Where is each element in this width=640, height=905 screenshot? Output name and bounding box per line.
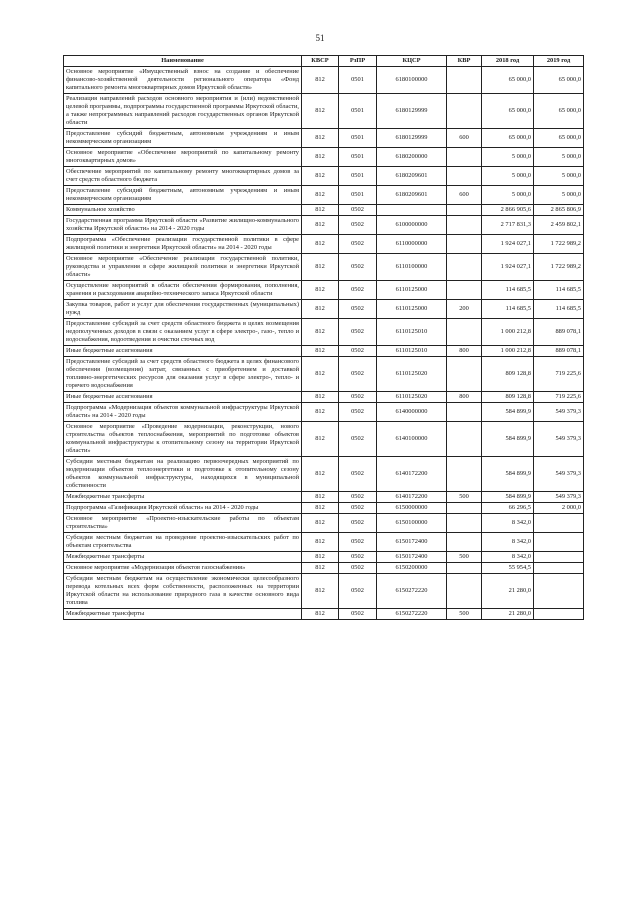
- row-kvr: [447, 457, 482, 492]
- table-row: [64, 514, 584, 533]
- row-amount-2018: 8 342,0: [482, 514, 534, 533]
- row-name: Осуществление мероприятий в области обеспечения формирования, пополнения, хранения и расходования аварийно-технического запаса Иркутской области: [64, 281, 302, 300]
- table-row: [64, 167, 584, 186]
- row-amount-2019: 5 000,0: [534, 148, 584, 167]
- row-kvr: [447, 254, 482, 281]
- row-rzpr: 0502: [339, 422, 377, 457]
- row-amount-2018: 114 685,5: [482, 281, 534, 300]
- row-kcsr: 6140100000: [377, 422, 447, 457]
- row-kcsr: 6110125000: [377, 281, 447, 300]
- row-rzpr: 0502: [339, 609, 377, 620]
- row-rzpr: 0501: [339, 186, 377, 205]
- row-kvr: 800: [447, 392, 482, 403]
- table-row: [64, 129, 584, 148]
- row-rzpr: 0502: [339, 503, 377, 514]
- row-name: Межбюджетные трансферты: [64, 609, 302, 620]
- table-row: [64, 254, 584, 281]
- row-rzpr: 0502: [339, 492, 377, 503]
- row-rzpr: 0502: [339, 563, 377, 574]
- row-kcsr: 6150200000: [377, 563, 447, 574]
- row-amount-2019: 2 459 802,1: [534, 216, 584, 235]
- row-kcsr: 6180209601: [377, 167, 447, 186]
- page-number: 51: [315, 33, 325, 43]
- row-kcsr: 6110125020: [377, 392, 447, 403]
- table-row: [64, 503, 584, 514]
- row-amount-2018: 5 000,0: [482, 167, 534, 186]
- row-kvr: [447, 148, 482, 167]
- row-amount-2018: 21 280,0: [482, 609, 534, 620]
- row-name: Предоставление субсидий за счет средств областного бюджета в целях возмещения недополученных доходов в связи с оказанием услуг в сфере электро-, газо-, тепло и водоснабжения, водоотведения и очистки сточных вод: [64, 319, 302, 346]
- row-kcsr: 6150272220: [377, 609, 447, 620]
- row-kcsr: 6180209601: [377, 186, 447, 205]
- row-amount-2019: [534, 533, 584, 552]
- table-row: [64, 148, 584, 167]
- row-amount-2018: 114 685,5: [482, 300, 534, 319]
- row-amount-2018: 584 899,9: [482, 492, 534, 503]
- row-kcsr: 6180200000: [377, 148, 447, 167]
- table-row: [64, 563, 584, 574]
- row-kvr: [447, 403, 482, 422]
- table-header-row: [64, 56, 584, 67]
- row-rzpr: 0502: [339, 457, 377, 492]
- row-name: Основное мероприятие «Имущественный взнос на создание и обеспечение финансово-хозяйственной деятельности регионального оператора «Фонд капитального ремонта многоквартирных домов Иркутской области»: [64, 67, 302, 94]
- header-kcsr: КЦСР: [377, 56, 447, 67]
- row-name: Подпрограмма «Газификация Иркутской области» на 2014 - 2020 годы: [64, 503, 302, 514]
- row-amount-2019: 114 685,5: [534, 281, 584, 300]
- row-kcsr: 6140172200: [377, 492, 447, 503]
- row-kcsr: 6180100000: [377, 67, 447, 94]
- row-amount-2019: 65 000,0: [534, 129, 584, 148]
- row-kvsr: 812: [302, 216, 339, 235]
- row-amount-2019: 65 000,0: [534, 94, 584, 129]
- row-rzpr: 0502: [339, 205, 377, 216]
- header-2018: 2018 год: [482, 56, 534, 67]
- row-name: Иные бюджетные ассигнования: [64, 392, 302, 403]
- row-kcsr: 6100000000: [377, 216, 447, 235]
- row-amount-2019: 549 379,3: [534, 403, 584, 422]
- row-amount-2019: 2 000,0: [534, 503, 584, 514]
- table-row: [64, 319, 584, 346]
- row-amount-2019: [534, 574, 584, 609]
- row-amount-2019: 889 078,1: [534, 346, 584, 357]
- header-kvsr: КВСР: [302, 56, 339, 67]
- table-row: [64, 67, 584, 94]
- row-kcsr: 6140000000: [377, 403, 447, 422]
- row-kcsr: 6110000000: [377, 235, 447, 254]
- header-name: Наименование: [64, 56, 302, 67]
- row-name: Основное мероприятие «Обеспечение реализации государственной политики, руководства и управления в сфере жилищной политики и энергетики Иркутской области»: [64, 254, 302, 281]
- row-kvr: [447, 281, 482, 300]
- row-amount-2018: 584 899,9: [482, 457, 534, 492]
- row-kvr: 600: [447, 129, 482, 148]
- row-rzpr: 0502: [339, 403, 377, 422]
- row-amount-2018: 65 000,0: [482, 129, 534, 148]
- row-amount-2019: 719 225,6: [534, 392, 584, 403]
- row-kvr: [447, 94, 482, 129]
- table-row: [64, 574, 584, 609]
- row-kvr: [447, 357, 482, 392]
- row-rzpr: 0502: [339, 281, 377, 300]
- row-amount-2019: 549 379,3: [534, 492, 584, 503]
- table-row: [64, 609, 584, 620]
- row-kcsr: 6150000000: [377, 503, 447, 514]
- row-amount-2019: 549 379,3: [534, 422, 584, 457]
- row-kvsr: 812: [302, 392, 339, 403]
- row-kcsr: [377, 205, 447, 216]
- row-amount-2018: 1 924 027,1: [482, 235, 534, 254]
- row-amount-2018: 21 280,0: [482, 574, 534, 609]
- row-kvsr: 812: [302, 563, 339, 574]
- row-name: Межбюджетные трансферты: [64, 492, 302, 503]
- row-name: Предоставление субсидий за счет средств областного бюджета в целях финансового обеспечения (возмещения) затрат, связанных с приобретением и доставкой топливно-энергетических ресурсов для оказания услуг в сфере электро-, тепло- и горячего водоснабжения: [64, 357, 302, 392]
- row-kvsr: 812: [302, 129, 339, 148]
- row-kvsr: 812: [302, 281, 339, 300]
- row-kcsr: 6180129999: [377, 94, 447, 129]
- row-name: Обеспечение мероприятий по капитальному ремонту многоквартирных домов за счет средств областного бюджета: [64, 167, 302, 186]
- row-rzpr: 0501: [339, 129, 377, 148]
- row-kvsr: 812: [302, 422, 339, 457]
- table-row: [64, 346, 584, 357]
- budget-table: [63, 55, 584, 620]
- row-kvr: [447, 167, 482, 186]
- row-amount-2019: 1 722 989,2: [534, 235, 584, 254]
- row-amount-2018: 809 128,8: [482, 392, 534, 403]
- row-kcsr: 6180129999: [377, 129, 447, 148]
- row-amount-2019: 549 379,3: [534, 457, 584, 492]
- row-amount-2018: 584 899,9: [482, 422, 534, 457]
- row-amount-2018: 584 899,9: [482, 403, 534, 422]
- row-rzpr: 0502: [339, 319, 377, 346]
- row-name: Подпрограмма «Модернизация объектов коммунальной инфраструктуры Иркутской области» на 2014 - 2020 годы: [64, 403, 302, 422]
- row-kcsr: 6150172400: [377, 552, 447, 563]
- row-name: Основное мероприятие «Модернизация объектов газоснабжения»: [64, 563, 302, 574]
- table-row: [64, 403, 584, 422]
- table-row: [64, 533, 584, 552]
- row-rzpr: 0502: [339, 254, 377, 281]
- row-kcsr: 6110125010: [377, 319, 447, 346]
- row-kvsr: 812: [302, 574, 339, 609]
- row-name: Основное мероприятие «Проектно-изыскательские работы по объектам строительства»: [64, 514, 302, 533]
- row-amount-2018: 66 296,5: [482, 503, 534, 514]
- row-kvr: 600: [447, 186, 482, 205]
- row-amount-2018: 55 954,5: [482, 563, 534, 574]
- table-row: [64, 281, 584, 300]
- header-rzpr: РзПР: [339, 56, 377, 67]
- row-kvr: [447, 205, 482, 216]
- row-kvr: [447, 235, 482, 254]
- row-name: Предоставление субсидий бюджетным, автономным учреждениям и иным некоммерческим организациям: [64, 129, 302, 148]
- row-rzpr: 0501: [339, 148, 377, 167]
- row-kvr: 500: [447, 492, 482, 503]
- row-kvr: [447, 422, 482, 457]
- row-amount-2019: 889 078,1: [534, 319, 584, 346]
- row-name: Субсидии местным бюджетам на осуществление экономически целесообразного перевода котельных всех форм собственности, расположенных на территории Иркутской области на использование природного газа в качестве основного вида топлива: [64, 574, 302, 609]
- row-amount-2019: [534, 609, 584, 620]
- row-name: Коммунальное хозяйство: [64, 205, 302, 216]
- row-kvsr: 812: [302, 346, 339, 357]
- row-kvsr: 812: [302, 254, 339, 281]
- row-kvr: [447, 216, 482, 235]
- table-row: [64, 422, 584, 457]
- row-rzpr: 0502: [339, 235, 377, 254]
- row-name: Предоставление субсидий бюджетным, автономным учреждениям и иным некоммерческим организациям: [64, 186, 302, 205]
- row-rzpr: 0502: [339, 533, 377, 552]
- row-name: Иные бюджетные ассигнования: [64, 346, 302, 357]
- row-kvsr: 812: [302, 186, 339, 205]
- row-amount-2018: 65 000,0: [482, 67, 534, 94]
- row-amount-2018: 2 717 831,3: [482, 216, 534, 235]
- row-amount-2018: 65 000,0: [482, 94, 534, 129]
- row-rzpr: 0502: [339, 392, 377, 403]
- row-amount-2018: 1 924 027,1: [482, 254, 534, 281]
- row-kvsr: 812: [302, 148, 339, 167]
- row-rzpr: 0502: [339, 216, 377, 235]
- row-rzpr: 0502: [339, 514, 377, 533]
- row-kvr: [447, 67, 482, 94]
- row-name: Межбюджетные трансферты: [64, 552, 302, 563]
- row-kvr: 200: [447, 300, 482, 319]
- row-kvsr: 812: [302, 514, 339, 533]
- row-name: Закупка товаров, работ и услуг для обеспечения государственных (муниципальных) нужд: [64, 300, 302, 319]
- table-row: [64, 216, 584, 235]
- row-kvsr: 812: [302, 403, 339, 422]
- row-kvsr: 812: [302, 319, 339, 346]
- row-amount-2019: [534, 552, 584, 563]
- table-row: [64, 457, 584, 492]
- table-row: [64, 300, 584, 319]
- row-kcsr: 6110100000: [377, 254, 447, 281]
- header-kvr: КВР: [447, 56, 482, 67]
- row-amount-2019: [534, 563, 584, 574]
- row-kvr: [447, 533, 482, 552]
- row-kvr: [447, 319, 482, 346]
- table-row: [64, 492, 584, 503]
- row-rzpr: 0502: [339, 357, 377, 392]
- row-kvr: [447, 563, 482, 574]
- row-rzpr: 0502: [339, 300, 377, 319]
- table-row: [64, 392, 584, 403]
- row-kcsr: 6110125010: [377, 346, 447, 357]
- row-kcsr: 6150172400: [377, 533, 447, 552]
- row-kvr: 800: [447, 346, 482, 357]
- row-kcsr: 6150100000: [377, 514, 447, 533]
- row-kvsr: 812: [302, 94, 339, 129]
- row-name: Основное мероприятие «Проведение модернизации, реконструкции, нового строительства объектов теплоснабжения, мероприятий по подготовке объектов коммунальной инфраструктуры к отопительному сезону на территории Иркутской области»: [64, 422, 302, 457]
- row-amount-2018: 1 000 212,8: [482, 319, 534, 346]
- row-kvsr: 812: [302, 457, 339, 492]
- row-kcsr: 6110125000: [377, 300, 447, 319]
- row-kvsr: 812: [302, 235, 339, 254]
- row-kvsr: 812: [302, 609, 339, 620]
- row-amount-2019: 2 865 806,9: [534, 205, 584, 216]
- row-amount-2018: 8 342,0: [482, 552, 534, 563]
- row-amount-2018: 5 000,0: [482, 148, 534, 167]
- table-row: [64, 357, 584, 392]
- row-amount-2018: 8 342,0: [482, 533, 534, 552]
- row-amount-2019: 65 000,0: [534, 67, 584, 94]
- row-amount-2019: 1 722 989,2: [534, 254, 584, 281]
- row-kcsr: 6140172200: [377, 457, 447, 492]
- table-row: [64, 205, 584, 216]
- row-kcsr: 6150272220: [377, 574, 447, 609]
- row-kcsr: 6110125020: [377, 357, 447, 392]
- row-kvr: 500: [447, 609, 482, 620]
- table-row: [64, 94, 584, 129]
- row-kvr: [447, 574, 482, 609]
- row-kvr: 500: [447, 552, 482, 563]
- row-name: Государственная программа Иркутской области «Развитие жилищно-коммунального хозяйства Иркутской области» на 2014 - 2020 годы: [64, 216, 302, 235]
- row-kvr: [447, 503, 482, 514]
- row-kvsr: 812: [302, 67, 339, 94]
- row-amount-2019: 5 000,0: [534, 167, 584, 186]
- row-amount-2019: [534, 514, 584, 533]
- row-name: Субсидии местным бюджетам на проведение проектно-изыскательских работ по объектам строительства: [64, 533, 302, 552]
- row-rzpr: 0501: [339, 94, 377, 129]
- row-kvsr: 812: [302, 167, 339, 186]
- row-name: Субсидии местным бюджетам на реализацию первоочередных мероприятий по модернизации объектов теплоэнергетики и подготовке к отопительному сезону объектов коммунальной инфраструктуры, находящихся в муниципальной собственности: [64, 457, 302, 492]
- row-amount-2018: 5 000,0: [482, 186, 534, 205]
- row-amount-2018: 2 866 905,6: [482, 205, 534, 216]
- row-amount-2018: 809 128,8: [482, 357, 534, 392]
- row-kvsr: 812: [302, 300, 339, 319]
- row-rzpr: 0502: [339, 552, 377, 563]
- row-name: Основное мероприятие «Обеспечение мероприятий по капитальному ремонту многоквартирных домов»: [64, 148, 302, 167]
- table-row: [64, 235, 584, 254]
- row-amount-2019: 719 225,6: [534, 357, 584, 392]
- row-rzpr: 0501: [339, 67, 377, 94]
- row-kvr: [447, 514, 482, 533]
- row-amount-2018: 1 000 212,8: [482, 346, 534, 357]
- row-kvsr: 812: [302, 205, 339, 216]
- row-name: Подпрограмма «Обеспечение реализации государственной политики в сфере жилищной политики и энергетики Иркутской области» на 2014 - 2020 годы: [64, 235, 302, 254]
- row-rzpr: 0502: [339, 346, 377, 357]
- row-kvsr: 812: [302, 357, 339, 392]
- row-kvsr: 812: [302, 533, 339, 552]
- row-rzpr: 0502: [339, 574, 377, 609]
- header-2019: 2019 год: [534, 56, 584, 67]
- row-kvsr: 812: [302, 552, 339, 563]
- row-amount-2019: 5 000,0: [534, 186, 584, 205]
- row-kvsr: 812: [302, 503, 339, 514]
- row-rzpr: 0501: [339, 167, 377, 186]
- row-amount-2019: 114 685,5: [534, 300, 584, 319]
- row-kvsr: 812: [302, 492, 339, 503]
- row-name: Реализация направлений расходов основного мероприятия и (или) ведомственной целевой программы, подпрограммы государственной программы Иркутской области, а также непрограммных направлений расходов государственных органов Иркутской области: [64, 94, 302, 129]
- table-row: [64, 552, 584, 563]
- table-row: [64, 186, 584, 205]
